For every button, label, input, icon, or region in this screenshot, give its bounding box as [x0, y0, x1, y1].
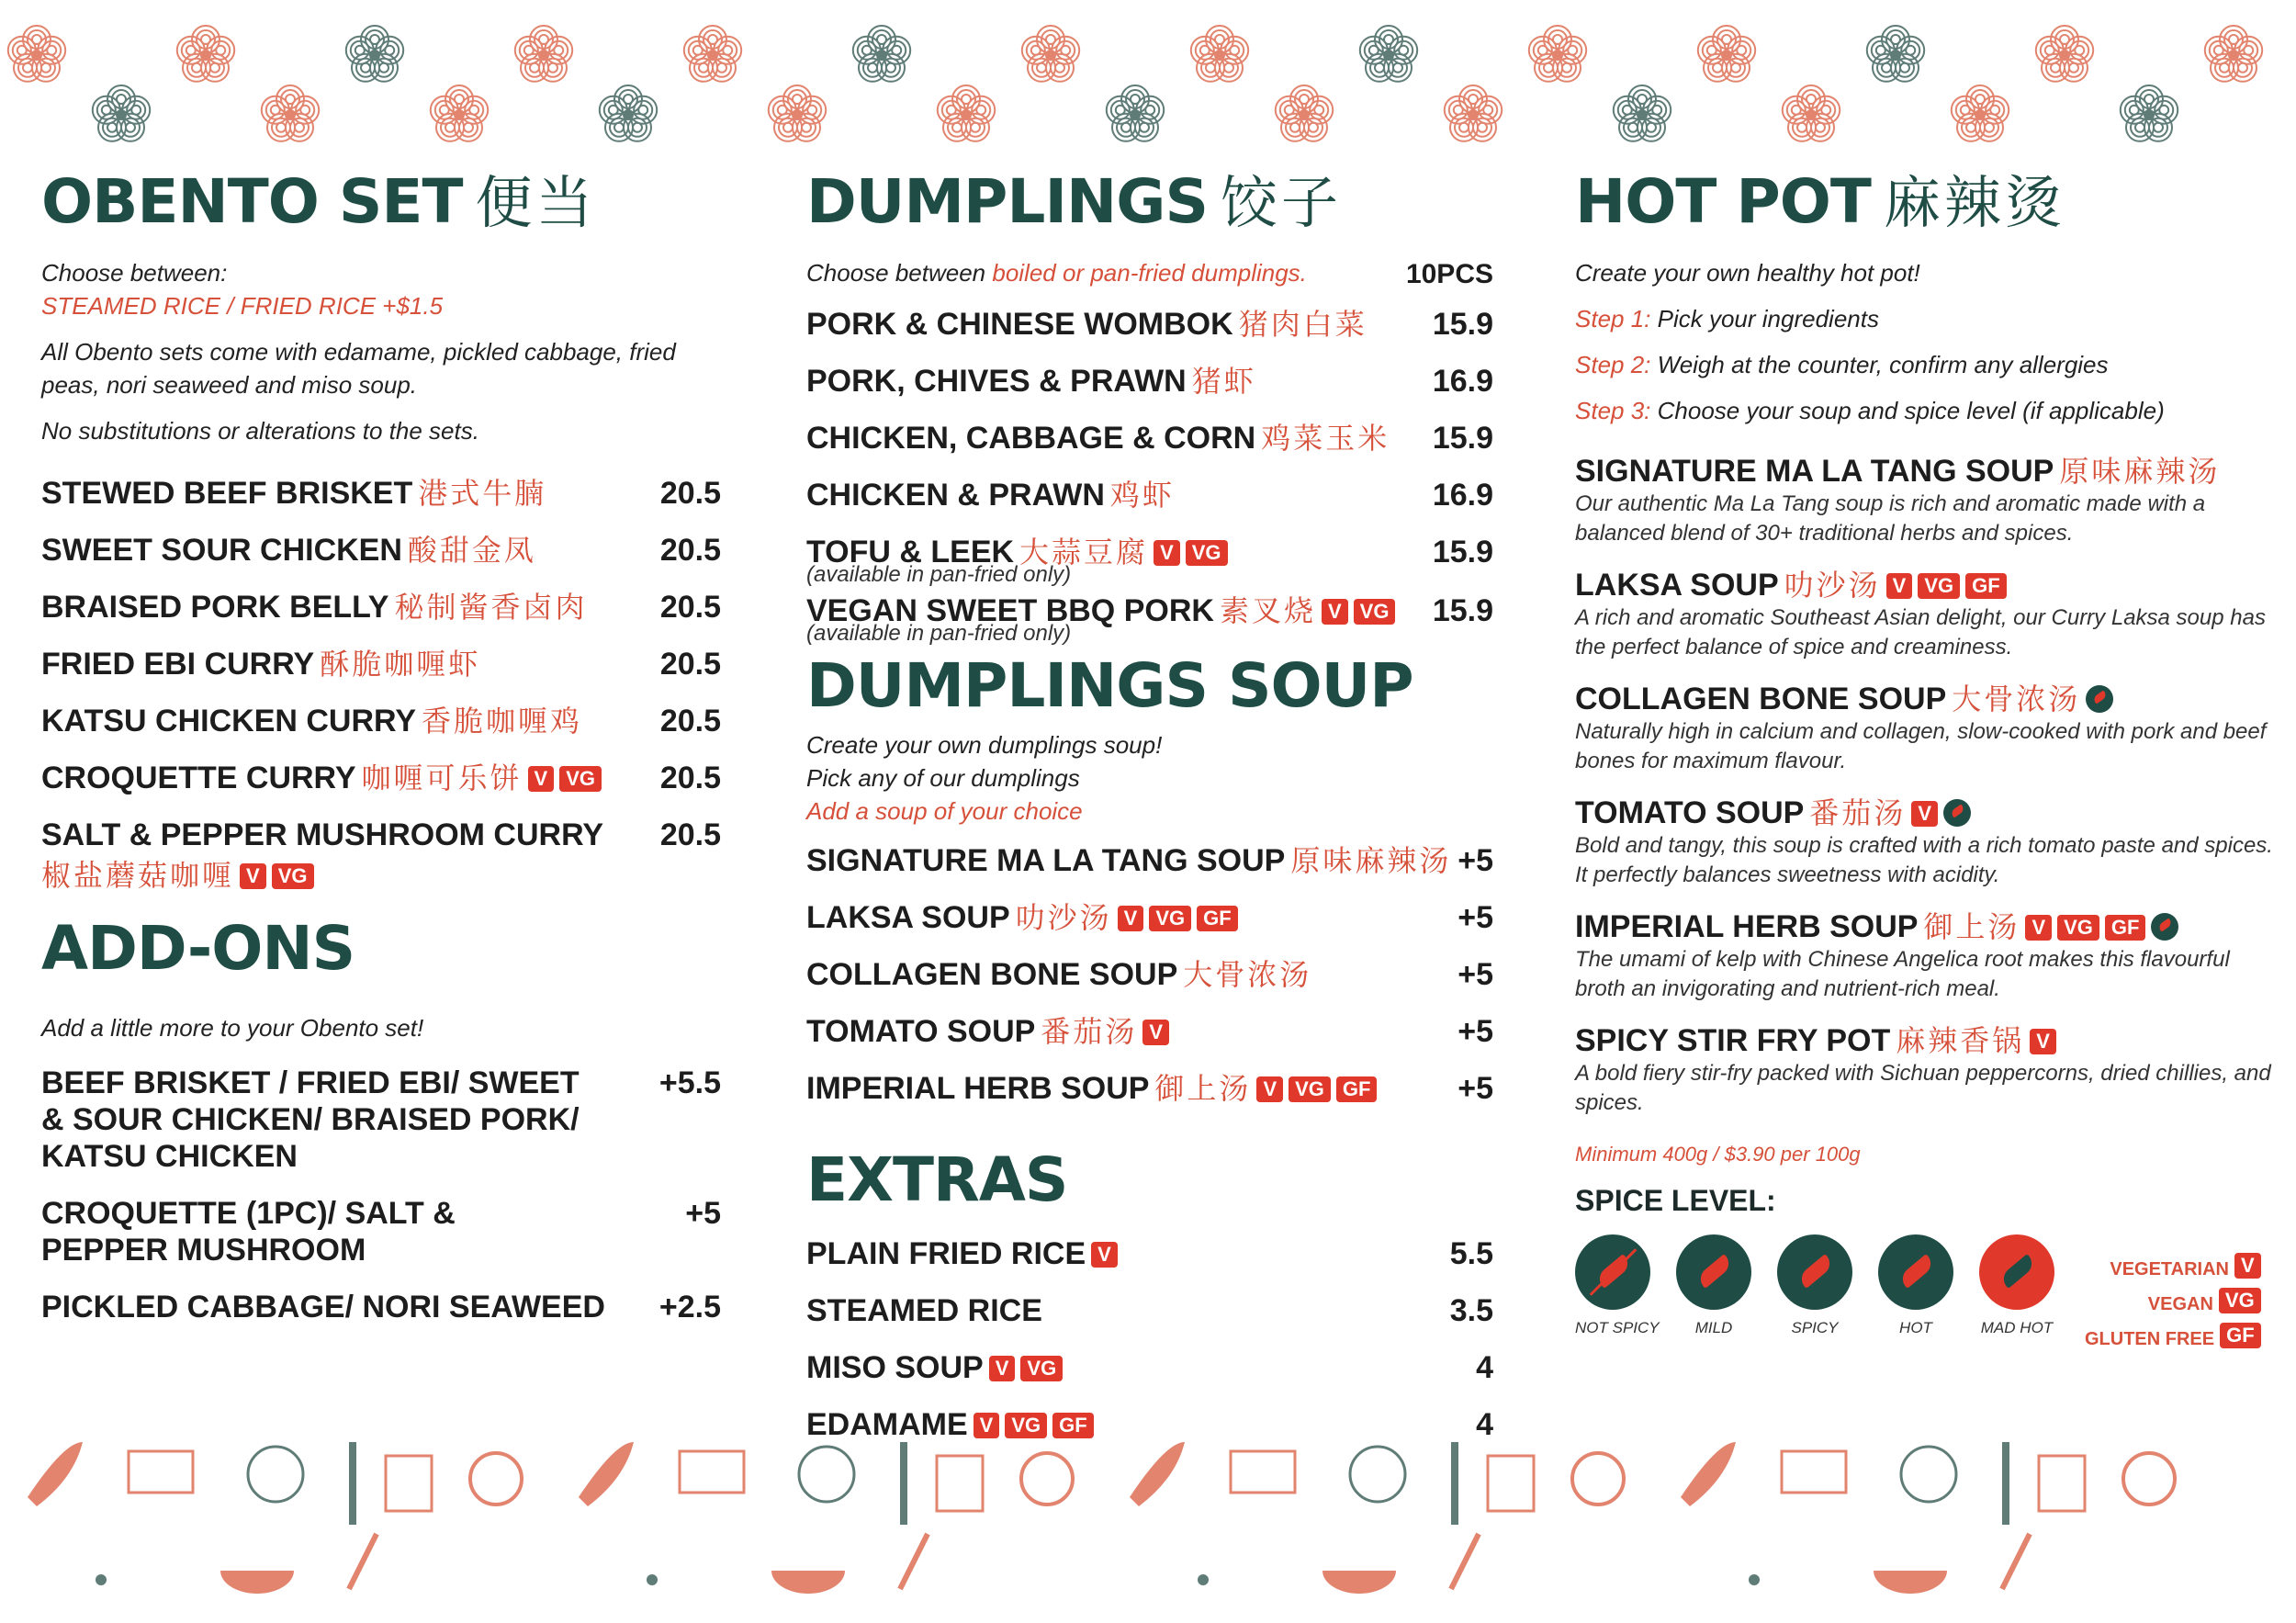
dumpling-note: (available in pan-fried only): [806, 562, 1072, 587]
menu-item-continued: 椒盐蘑菇咖喱 V VG: [41, 857, 721, 894]
stamp-icon: [386, 1456, 432, 1511]
legend-gluten-free: GLUTEN FREE GF: [2085, 1322, 2261, 1357]
vegan-badge: VG: [272, 863, 314, 889]
dsoup-intro-1: Create your own dumplings soup!: [806, 731, 1163, 759]
dietary-legend: [2085, 1252, 2261, 1357]
chili-icon: [1777, 1234, 1852, 1310]
extras-item: EDAMAME V VG GF 4: [806, 1407, 1493, 1442]
vegetarian-badge: V: [240, 863, 266, 889]
vegetarian-badge: V: [1886, 573, 1913, 599]
vegan-badge: VG: [2057, 915, 2099, 941]
vegetarian-badge: V: [1142, 1020, 1169, 1045]
flower-icon: [938, 85, 995, 141]
vegetarian-badge: V: [1256, 1076, 1283, 1102]
dumpling-item: VEGAN SWEET BBQ PORK 素叉烧 V VG 15.9: [806, 593, 1493, 628]
star-anise-icon: [647, 1574, 658, 1585]
flower-icon: [346, 26, 403, 82]
dumplings-heading: DUMPLINGS 饺子: [806, 166, 1342, 237]
chili-icon: [1676, 1234, 1751, 1310]
spoon-icon: [579, 1442, 634, 1506]
flower-icon: [1783, 85, 1840, 141]
vegetarian-badge: V: [2030, 1029, 2056, 1054]
addon-item: CROQUETTE (1PC)/ SALT & PEPPER MUSHROOM +5: [41, 1196, 721, 1268]
extras-item: STEAMED RICE 3.5: [806, 1293, 1493, 1328]
extras-item: PLAIN FRIED RICE V 5.5: [806, 1236, 1493, 1271]
vegetarian-badge: V: [1322, 599, 1348, 625]
flower-icon: [1360, 26, 1417, 82]
vegan-badge: VG: [1005, 1413, 1047, 1438]
menu-item: CROQUETTE CURRY 咖喱可乐饼 V VG 20.5: [41, 761, 721, 795]
flower-icon: [1107, 85, 1164, 141]
spoon-icon: [1681, 1442, 1736, 1506]
spice-level-mad-hot: MAD HOT: [1979, 1234, 2054, 1337]
vegetarian-badge: V: [989, 1356, 1016, 1381]
menu-item: SWEET SOUR CHICKEN 酸甜金凤 20.5: [41, 533, 721, 568]
dumpling-item: PORK & CHINESE WOMBOK 猪肉白菜 15.9: [806, 307, 1493, 342]
addon-item: PICKLED CABBAGE/ NORI SEAWEED +2.5: [41, 1290, 721, 1324]
stamp-icon: [937, 1456, 983, 1511]
stamp-icon: [1488, 1456, 1534, 1511]
hotpot-item: SPICY STIR FRY POT 麻辣香锅 V A bold fiery stir-fry packed with Sichuan peppercorns, dried chillies, and spices.: [1575, 1023, 2271, 1115]
spice-level-none: NOT SPICY: [1575, 1234, 1650, 1337]
chopsticks-icon: [349, 1442, 356, 1525]
hotpot-heading: HOT POT 麻辣烫: [1575, 166, 2065, 237]
flower-icon: [515, 26, 572, 82]
menu-item: BRAISED PORK BELLY 秘制酱香卤肉 20.5: [41, 590, 721, 625]
vegan-badge: VG: [1289, 1076, 1331, 1102]
spice-level-hot: HOT: [1878, 1234, 1953, 1337]
hotpot-item: LAKSA SOUP 叻沙汤 V VG GF A rich and aromatic Southeast Asian delight, our Curry Laksa soup has the perfect balance of spice and creaminess.: [1575, 568, 2266, 659]
flower-icon: [1022, 26, 1079, 82]
hotpot-intro: Create your own healthy hot pot!: [1575, 259, 1920, 287]
dumplings-column: [806, 165, 1493, 1443]
chili-icon: [900, 1534, 928, 1589]
dumpling-item: CHICKEN & PRAWN 鸡虾 16.9: [806, 478, 1493, 513]
hotpot-step: Step 1: Pick your ingredients: [1575, 305, 1879, 332]
vegetarian-badge: V: [528, 766, 555, 792]
chili-icon: [2151, 913, 2178, 941]
spoon-icon: [28, 1442, 83, 1506]
menu-item: FRIED EBI CURRY 酥脆咖喱虾 20.5: [41, 647, 721, 682]
gluten-free-badge: GF: [1052, 1413, 1094, 1438]
extras-item: MISO SOUP V VG 4: [806, 1350, 1493, 1385]
gluten-free-badge: GF: [1197, 906, 1238, 931]
postmark-icon: [1350, 1447, 1405, 1502]
spice-level-mild: MILD: [1676, 1234, 1751, 1337]
mad-hot-stamp-icon: [1979, 1234, 2054, 1310]
flower-icon: [684, 26, 741, 82]
seal-icon: [2123, 1453, 2175, 1505]
extras-heading: EXTRAS: [806, 1144, 1068, 1215]
legend-vegan: VEGAN VG: [2085, 1287, 2261, 1322]
chopsticks-icon: [1451, 1442, 1458, 1525]
obento-heading: OBENTO SET 便当: [41, 166, 597, 237]
dumplings-intro: Choose between boiled or pan-fried dumplings. 10PCS: [806, 259, 1493, 289]
hotpot-item: IMPERIAL HERB SOUP 御上汤 V VG GF The umami of kelp with Chinese Angelica root makes this flavourful broth an invigorating and nutrient-rich meal.: [1575, 909, 2230, 1001]
flower-icon: [93, 85, 150, 141]
obento-column: [41, 165, 721, 1325]
legend-vegetarian: VEGETARIAN V: [2085, 1252, 2261, 1287]
flower-icon: [1698, 26, 1755, 82]
dsoup-intro-2: Pick any of our dumplings: [806, 764, 1080, 792]
postmark-icon: [799, 1447, 854, 1502]
chili-icon: [2086, 685, 2113, 713]
flower-icon: [1952, 85, 2009, 141]
chopsticks-icon: [2002, 1442, 2009, 1525]
spoon-icon: [1130, 1442, 1185, 1506]
chili-icon: [1878, 1234, 1953, 1310]
flower-icon: [1867, 26, 1924, 82]
obento-choose: Choose between:: [41, 259, 228, 287]
dsoup-item: TOMATO SOUP 番茄汤 V +5: [806, 1014, 1493, 1049]
gluten-free-badge: GF: [1336, 1076, 1378, 1102]
dsoup-item: IMPERIAL HERB SOUP 御上汤 V VG GF +5: [806, 1071, 1493, 1106]
obento-note: All Obento sets come with edamame, pickled cabbage, fried peas, nori seaweed and miso soup.: [41, 338, 676, 399]
addon-item: BEEF BRISKET / FRIED EBI/ SWEET & SOUR CHICKEN/ BRAISED PORK/ KATSU CHICKEN +5.5: [41, 1065, 721, 1174]
chopsticks-icon: [900, 1442, 907, 1525]
vegetarian-badge: V: [1911, 801, 1938, 827]
addons-heading: ADD-ONS: [41, 913, 355, 984]
flower-icon: [853, 26, 910, 82]
gluten-free-badge: GF: [1965, 573, 2007, 599]
seal-icon: [470, 1453, 522, 1505]
hotpot-minimum: Minimum 400g / $3.90 per 100g: [1575, 1143, 1861, 1166]
stamp-icon: [129, 1451, 193, 1493]
seal-icon: [1572, 1453, 1624, 1505]
flower-icon: [1445, 85, 1502, 141]
hotpot-column: [1575, 165, 2273, 1337]
flower-icon: [177, 26, 234, 82]
hotpot-step: Step 2: Weigh at the counter, confirm any allergies: [1575, 351, 2109, 378]
dumpling-item: TOFU & LEEK 大蒜豆腐 V VG 15.9: [806, 535, 1493, 569]
flower-icon: [2205, 26, 2262, 82]
flower-icon: [1614, 85, 1671, 141]
spice-level-title: SPICE LEVEL:: [1575, 1184, 1776, 1217]
dumpling-item: CHICKEN, CABBAGE & CORN 鸡菜玉米 15.9: [806, 421, 1493, 456]
star-anise-icon: [1198, 1574, 1209, 1585]
flower-icon: [2036, 26, 2093, 82]
menu-item: KATSU CHICKEN CURRY 香脆咖喱鸡 20.5: [41, 704, 721, 738]
seal-icon: [1021, 1453, 1073, 1505]
obento-note-2: No substitutions or alterations to the sets.: [41, 417, 479, 445]
flower-icon: [1529, 26, 1586, 82]
dsoup-item: COLLAGEN BONE SOUP 大骨浓汤 +5: [806, 957, 1493, 992]
chili-icon: [1451, 1534, 1479, 1589]
vegetarian-badge: V: [1091, 1242, 1118, 1268]
postmark-icon: [248, 1447, 303, 1502]
menu-item: STEWED BEEF BRISKET 港式牛腩 20.5: [41, 476, 721, 511]
chili-icon: [1943, 799, 1971, 827]
star-anise-icon: [96, 1574, 107, 1585]
flower-icon: [2121, 85, 2178, 141]
stamp-icon: [680, 1451, 744, 1493]
bowl-icon: [1322, 1571, 1396, 1594]
vegetarian-badge: V: [974, 1413, 1000, 1438]
vegan-badge: VG: [1354, 599, 1396, 625]
vegetarian-badge: V: [1118, 906, 1144, 931]
flower-icon: [769, 85, 826, 141]
obento-rice-options: STEAMED RICE / FRIED RICE +$1.5: [41, 292, 444, 320]
flower-icon: [431, 85, 488, 141]
spice-level-spicy: SPICY: [1777, 1234, 1852, 1337]
vegan-badge: VG: [559, 766, 602, 792]
stamp-icon: [1782, 1451, 1846, 1493]
postmark-icon: [1901, 1447, 1956, 1502]
vegetarian-badge: V: [1154, 540, 1180, 566]
dumpling-note: (available in pan-fried only): [806, 621, 1072, 646]
bowl-icon: [220, 1571, 294, 1594]
food-illustration-pattern-bottom: [0, 1424, 2296, 1623]
flower-icon: [8, 26, 65, 82]
vegan-badge: VG: [1149, 906, 1191, 931]
hotpot-item: SIGNATURE MA LA TANG SOUP 原味麻辣汤 Our authentic Ma La Tang soup is rich and aromatic made with a balanced blend of 30+ traditional herbs and spices.: [1575, 454, 2221, 546]
dsoup-intro-3: Add a soup of your choice: [806, 797, 1083, 825]
dsoup-item: LAKSA SOUP 叻沙汤 V VG GF +5: [806, 900, 1493, 935]
hotpot-item: COLLAGEN BONE SOUP 大骨浓汤 Naturally high in calcium and collagen, slow-cooked with pork and beef bones for maximum flavour.: [1575, 682, 2267, 773]
bowl-icon: [1874, 1571, 1947, 1594]
star-anise-icon: [1749, 1574, 1760, 1585]
flower-icon: [262, 85, 319, 141]
stamp-icon: [1231, 1451, 1295, 1493]
flower-icon: [600, 85, 657, 141]
flower-pattern-top: [0, 0, 2296, 175]
gluten-free-badge: GF: [2105, 915, 2146, 941]
chili-crossed-icon: [1575, 1234, 1650, 1310]
stamp-icon: [2039, 1456, 2085, 1511]
vegan-badge: VG: [1186, 540, 1228, 566]
hotpot-step: Step 3: Choose your soup and spice level (if applicable): [1575, 397, 2165, 424]
addons-intro: Add a little more to your Obento set!: [41, 1014, 424, 1042]
dsoup-item: SIGNATURE MA LA TANG SOUP 原味麻辣汤 +5: [806, 843, 1493, 878]
vegan-badge: VG: [1020, 1356, 1063, 1381]
dumpling-item: PORK, CHIVES & PRAWN 猪虾 16.9: [806, 364, 1493, 399]
chili-icon: [2002, 1534, 2030, 1589]
vegetarian-badge: V: [2025, 915, 2052, 941]
vegan-badge: VG: [1918, 573, 1960, 599]
hotpot-item: TOMATO SOUP 番茄汤 V Bold and tangy, this soup is crafted with a rich tomato paste and spices. It perfectly balances sweetness with acidity.: [1575, 795, 2273, 887]
flower-icon: [1276, 85, 1333, 141]
chili-icon: [349, 1534, 377, 1589]
dumplings-soup-heading: DUMPLINGS SOUP: [806, 650, 1413, 721]
flower-icon: [1191, 26, 1248, 82]
menu-item: SALT & PEPPER MUSHROOM CURRY 20.5: [41, 817, 721, 852]
bowl-icon: [771, 1571, 845, 1594]
